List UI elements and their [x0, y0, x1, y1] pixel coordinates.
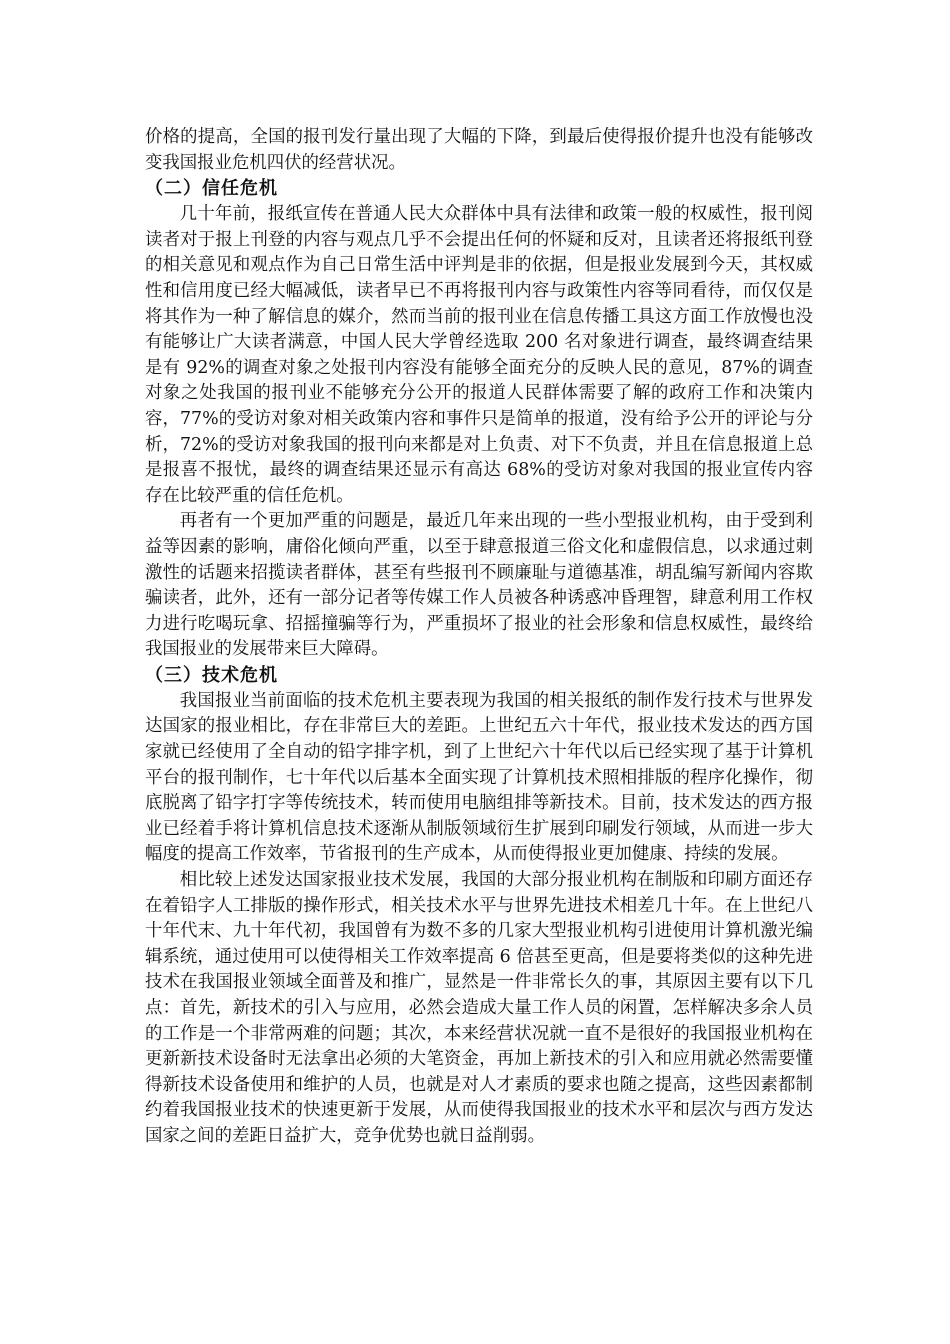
paragraph: 再者有一个更加严重的问题是，最近几年来出现的一些小型报业机构，由于受到利益等因素的影响，庸俗化倾向严重，以至于肆意报道三俗文化和虚假信息，以求通过刺激性的话题来招揽读者群体，甚至有些报刊不顾廉耻与道德基准，胡乱编写新闻内容欺骗读者，此外，还有一部分记者等传媒工作人员被各种诱惑冲昏理智，肆意利用工作权力进行吃喝玩拿、招摇撞骗等行为，严重损坏了报业的社会形象和信息权威性，最终给我国报业的发展带来巨大障碍。	[145, 511, 813, 660]
document-page	[145, 125, 813, 1150]
paragraph: 几十年前，报纸宣传在普通人民大众群体中具有法律和政策一般的权威性，报刊阅读者对于报上刊登的内容与观点几乎不会提出任何的怀疑和反对，且读者还将报纸刊登的相关意见和观点作为自己日常生活中评判是非的依据，但是报业发展到今天，其权威性和信用度已经大幅减低，读者早已不再将报刊内容与政策性内容等同看待，而仅仅是将其作为一种了解信息的媒介，然而当前的报刊业在信息传播工具这方面工作放慢也没有能够让广大读者满意，中国人民大学曾经选取 200 名对象进行调查，最终调查结果是有 92%的调查对象之处报刊内容没有能够全面充分的反映人民的意见，87%的调查对象之处我国的报刊业不能够充分公开的报道人民群体需要了解的政府工作和决策内容，77%的受访对象对相关政策内容和事件只是简单的报道，没有给予公开的评论与分析，72%的受访对象我国的报刊向来都是对上负责、对下不负责，并且在信息报道上总是报喜不报忧，最终的调查结果还显示有高达 68%的受访对象对我国的报业宣传内容存在比较严重的信任危机。	[145, 204, 813, 506]
section-heading-technology-crisis: （三）技术危机	[145, 664, 278, 686]
paragraph: 我国报业当前面临的技术危机主要表现为我国的相关报纸的制作发行技术与世界发达国家的报业相比，存在非常巨大的差距。上世纪五六十年代，报业技术发达的西方国家就已经使用了全自动的铅字排字机，到了上世纪六十年代以后已经实现了基于计算机平台的报刊制作，七十年代以后基本全面实现了计算机技术照相排版的程序化操作，彻底脱离了铅字打字等传统技术，转而使用电脑组排等新技术。目前，技术发达的西方报业已经着手将计算机信息技术逐渐从制版领域衍生扩展到印刷发行领域，从而进一步大幅度的提高工作效率，节省报刊的生产成本，从而使得报业更加健康、持续的发展。	[145, 690, 813, 865]
section-heading-trust-crisis: （二）信任危机	[145, 178, 278, 200]
paragraph-continued: 价格的提高，全国的报刊发行量出现了大幅的下降，到最后使得报价提升也没有能够改变我国报业危机四伏的经营状况。	[145, 127, 813, 173]
paragraph: 相比较上述发达国家报业技术发展，我国的大部分报业机构在制版和印刷方面还存在着铅字人工排版的操作形式，相关技术水平与世界先进技术相差几十年。在上世纪八十年代末、九十年代初，我国曾有为数不多的几家大型报业机构引进使用计算机激光编辑系统，通过使用可以使得相关工作效率提高 6 倍甚至更高，但是要将类似的这种先进技术在我国报业领域全面普及和推广，显然是一件非常长久的事，其原因主要有以下几点：首先，新技术的引入与应用，必然会造成大量工作人员的闲置，怎样解决多余人员的工作是一个非常两难的问题；其次，本来经营状况就一直不是很好的我国报业机构在更新新技术设备时无法拿出必须的大笔资金，再加上新技术的引入和应用就必然需要懂得新技术设备使用和维护的人员，也就是对人才素质的要求也随之提高，这些因素都制约着我国报业技术的快速更新于发展，从而使得我国报业的技术水平和层次与西方发达国家之间的差距日益扩大，竞争优势也就日益削弱。	[145, 870, 813, 1146]
